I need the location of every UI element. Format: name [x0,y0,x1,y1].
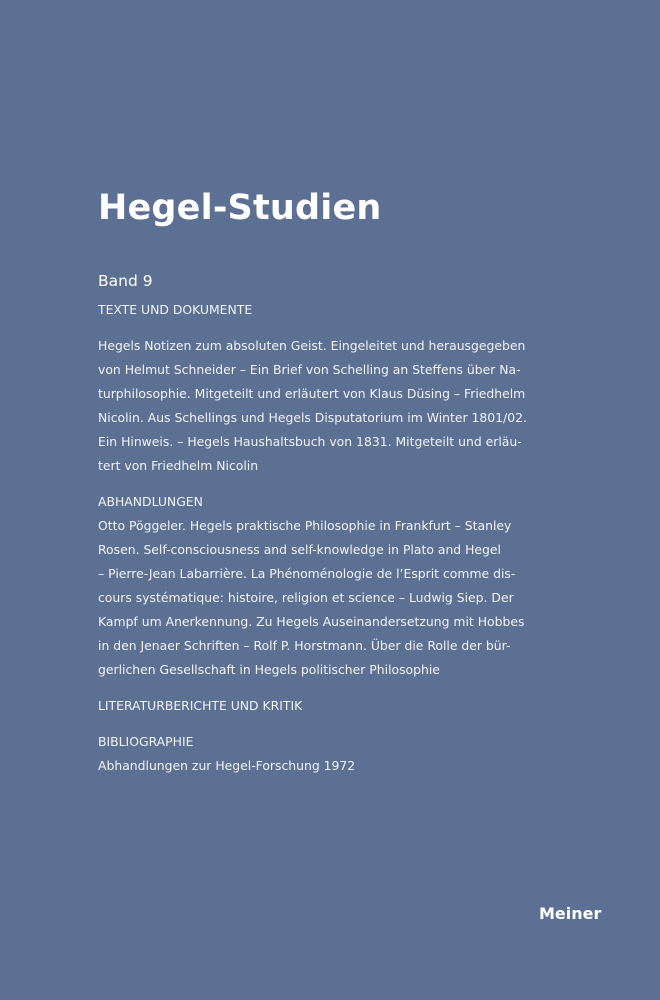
section-heading: BIBLIOGRAPHIE [98,734,194,749]
section-line: Kampf um Anerkennung. Zu Hegels Auseinandersetzung mit Hobbes [98,614,525,629]
section-line: gerlichen Gesellschaft in Hegels politischer Philosophie [98,662,440,677]
book-title: Hegel-Studien [98,188,382,228]
section-line: von Helmut Schneider – Ein Brief von Schelling an Steffens über Na- [98,362,521,377]
section-line: turphilosophie. Mitgeteilt und erläutert von Klaus Düsing – Friedhelm [98,386,526,401]
section-texte-und-dokumente [98,298,548,478]
section-line: tert von Friedhelm Nicolin [98,458,259,473]
section-line: Hegels Notizen zum absoluten Geist. Eingeleitet und herausgegeben [98,338,526,353]
section-line: Otto Pöggeler. Hegels praktische Philosophie in Frankfurt – Stanley [98,518,512,533]
section-bibliographie [98,730,548,778]
section-heading: TEXTE UND DOKUMENTE [98,302,253,317]
section-line: – Pierre-Jean Labarrière. La Phénoménologie de l’Esprit comme dis- [98,566,516,581]
section-line: Nicolin. Aus Schellings und Hegels Disputatorium im Winter 1801/02. [98,410,527,425]
table-of-contents [98,298,548,778]
section-line: in den Jenaer Schriften – Rolf P. Horstmann. Über die Rolle der bür- [98,638,511,653]
section-line: Abhandlungen zur Hegel-Forschung 1972 [98,758,356,773]
publisher-logo: Meiner [539,904,602,923]
volume-number: Band 9 [98,272,153,290]
section-line: Ein Hinweis. – Hegels Haushaltsbuch von 1831. Mitgeteilt und erläu- [98,434,522,449]
section-literaturberichte [98,694,548,718]
section-line: Rosen. Self-consciousness and self-knowledge in Plato and Hegel [98,542,501,557]
section-heading: ABHANDLUNGEN [98,494,203,509]
section-abhandlungen [98,490,548,682]
section-line: cours systématique: histoire, religion et science – Ludwig Siep. Der [98,590,514,605]
section-heading: LITERATURBERICHTE UND KRITIK [98,698,303,713]
